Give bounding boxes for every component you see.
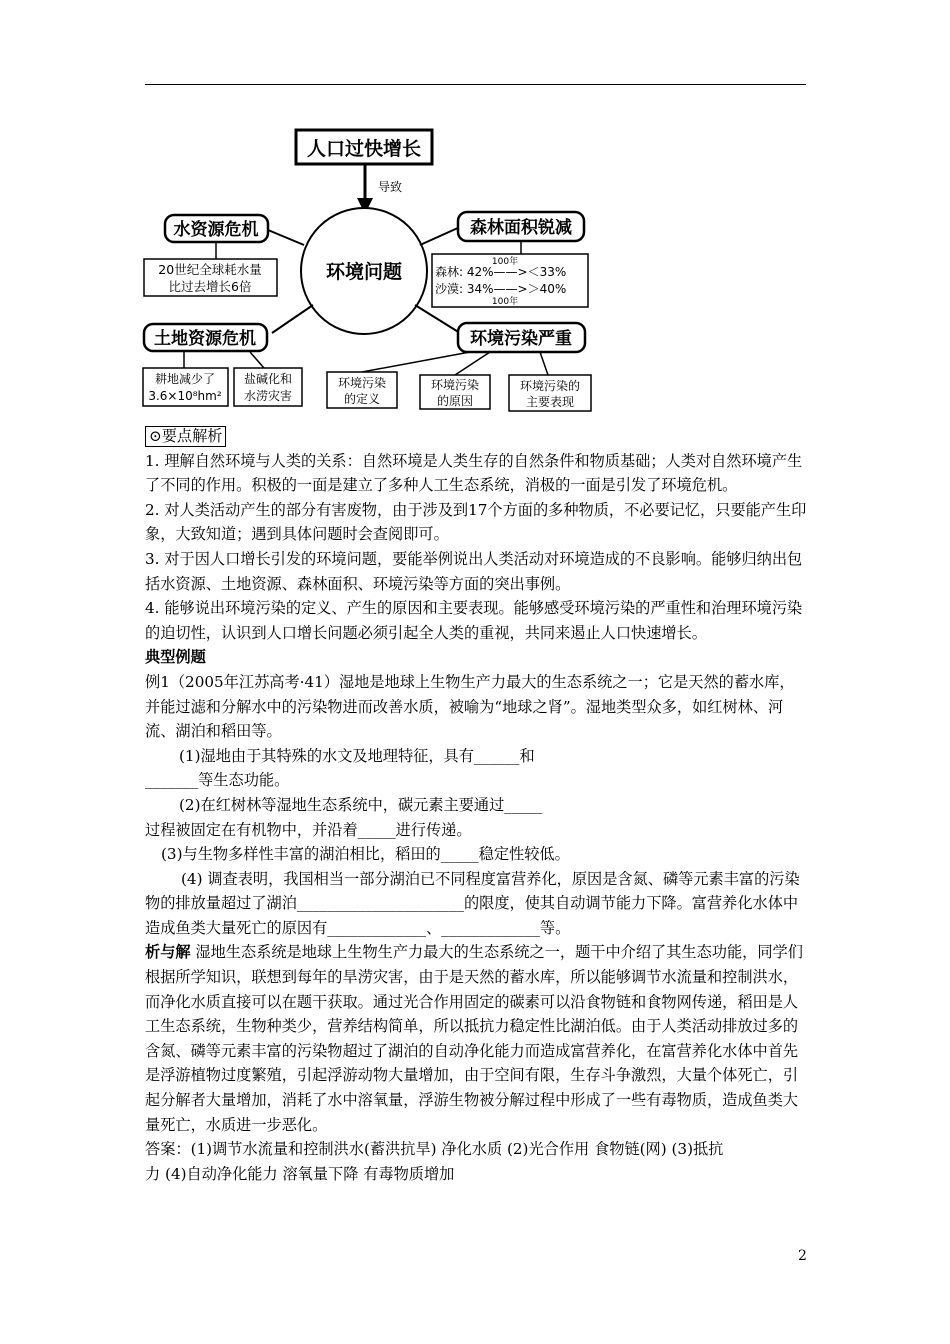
land-box-1-line2: 3.6×10⁸hm² xyxy=(148,389,222,403)
page-number: 2 xyxy=(798,1248,807,1264)
example-intro: 例1（2005年江苏高考·41）湿地是地球上生物生产力最大的生态系统之一；它是天然的蓄水库，并能过滤和分解水中的污染物进而改善水质，被喻为“地球之肾”。湿地类型众多，如红树林、河流、湖泊和稻田等。 xyxy=(145,672,795,741)
forest-line2: 沙漠: 34%——>＞40% xyxy=(435,282,567,296)
environment-diagram xyxy=(0,0,950,420)
section-heading: ⊙要点解析 xyxy=(145,426,226,447)
forest-top-year: 100年 xyxy=(491,257,519,267)
pollution-box-3-line1: 环境污染的 xyxy=(519,379,581,393)
pollution-stem-1 xyxy=(362,352,470,372)
blank: _______ xyxy=(145,771,199,790)
point-2: 2. 对人类活动产生的部分有害废物，由于涉及到17个方面的多种物质，不必要记忆，只要能产生印象，大致知道；遇到具体问题时会查阅即可。 xyxy=(145,500,807,544)
question-2: (2)在红树林等湿地生态系统中，碳元素主要通过_____ 过程被固定在有机物中，并沿着_____进行传递。 xyxy=(145,795,543,839)
water-detail-line1: 20世纪全球耗水量 xyxy=(158,262,262,277)
analysis-heading: 析与解 xyxy=(145,943,191,962)
connector-land xyxy=(272,305,313,333)
land-stem-2 xyxy=(250,352,264,368)
blank: _____ xyxy=(504,795,543,814)
point-1: 1. 理解自然环境与人类的关系：自然环境是人类生存的自然条件和物质基础；人类对自然环境产生了不同的作用。积极的一面是建立了多种人工生态系统，消极的一面是引发了环境危机。 xyxy=(145,451,803,495)
forest-title: 森林面积锐减 xyxy=(470,218,572,238)
blank: _____________ xyxy=(327,918,426,937)
answer-line-1: 答案：(1)调节水流量和控制洪水(蓄洪抗旱) 净化水质 (2)光合作用 食物链(网) (3)抵抗 xyxy=(145,1140,724,1159)
pollution-box-1-line1: 环境污染 xyxy=(337,376,387,390)
question-1: (1)湿地由于其特殊的水文及地理特征，具有______和 _______等生态功能。 xyxy=(145,746,535,790)
pollution-stem-2 xyxy=(455,352,490,375)
blank: _____________ xyxy=(441,918,540,937)
blank: ______________________ xyxy=(296,894,464,913)
point-3: 3. 对于因人口增长引发的环境问题，要能举例说出人类活动对环境造成的不良影响。能够归纳出包括水资源、土地资源、森林面积、环境污染等方面的突出事例。 xyxy=(145,549,803,593)
pollution-title: 环境污染严重 xyxy=(470,329,572,349)
arrow-label: 导致 xyxy=(378,180,403,194)
forest-bottom-year: 100年 xyxy=(491,297,519,307)
blank: _____ xyxy=(357,820,396,839)
answer-line-2: 力 (4)自动净化能力 溶氧量下降 有毒物质增加 xyxy=(145,1164,455,1183)
connector-water xyxy=(268,230,304,245)
land-box-2-line2: 水涝灾害 xyxy=(243,389,293,403)
blank: ______ xyxy=(473,746,520,765)
pollution-box-3-line2: 主要表现 xyxy=(525,395,575,409)
connector-pollution xyxy=(415,305,460,333)
water-detail-line2: 比过去增长6倍 xyxy=(168,279,252,294)
point-4: 4. 能够说出环境污染的定义、产生的原因和主要表现。能够感受环境污染的严重性和治理环境污染的迫切性，认识到人口增长问题必须引起全人类的重视，共同来遏止人口快速增长。 xyxy=(145,599,803,642)
top-box-text: 人口过快增长 xyxy=(306,138,422,160)
analysis: 析与解 湿地生态系统是地球上生物生产力最大的生态系统之一，题干中介绍了其生态功能，同学们根据所学知识，联想到每年的旱涝灾害，由于是天然的蓄水库，所以能够调节水流量和控制洪水，而净化水质直接可以在题干获取。通过光合作用固定的碳素可以沿食物链和食物网传递，稻田是人工生态系统，生物种类少，营养结构简单，所以抵抗力稳定性比湖泊低。由于人类活动排放过多的含氮、磷等元素丰富的污染物超过了湖泊的自动净化能力而造成富营养化，在富营养化水体中首先是浮游植物过度繁殖，引起浮游动物大量增加，由于空间有限，生存斗争激烈，大量个体死亡，引起分解者大量增加，消耗了水中溶氧量，浮游生物被分解过程中形成了一些有毒物质，造成鱼类大量死亡，水质进一步恶化。 xyxy=(145,943,803,1134)
document-body xyxy=(145,424,808,1186)
land-box-2-line1: 盐碱化和 xyxy=(243,372,293,386)
question-3: (3)与生物多样性丰富的湖泊相比，稻田的_____稳定性较低。 xyxy=(161,845,570,864)
blank: _____ xyxy=(440,845,479,864)
water-title: 水资源危机 xyxy=(173,220,259,240)
pollution-stem-3 xyxy=(540,352,548,375)
connector-forest xyxy=(420,227,460,245)
pollution-box-2-line2: 的原因 xyxy=(436,394,474,408)
example-heading: 典型例题 xyxy=(145,648,206,667)
forest-line1: 森林: 42%——>＜33% xyxy=(435,265,567,279)
land-box-1-line1: 耕地减少了 xyxy=(154,372,216,386)
center-text: 环境问题 xyxy=(325,261,403,283)
land-title: 土地资源危机 xyxy=(154,329,256,349)
pollution-box-1-line2: 的定义 xyxy=(343,392,381,406)
pollution-box-2-line1: 环境污染 xyxy=(430,378,480,392)
question-4: (4) 调查表明，我国相当一部分湖泊已不同程度富营养化，原因是含氮、磷等元素丰富的污染物的排放量超过了湖泊______________________的限度，使其自动调节能力下降。富营养化水体中造成鱼类大量死亡的原因有_____________、_____________等。 xyxy=(145,869,800,937)
